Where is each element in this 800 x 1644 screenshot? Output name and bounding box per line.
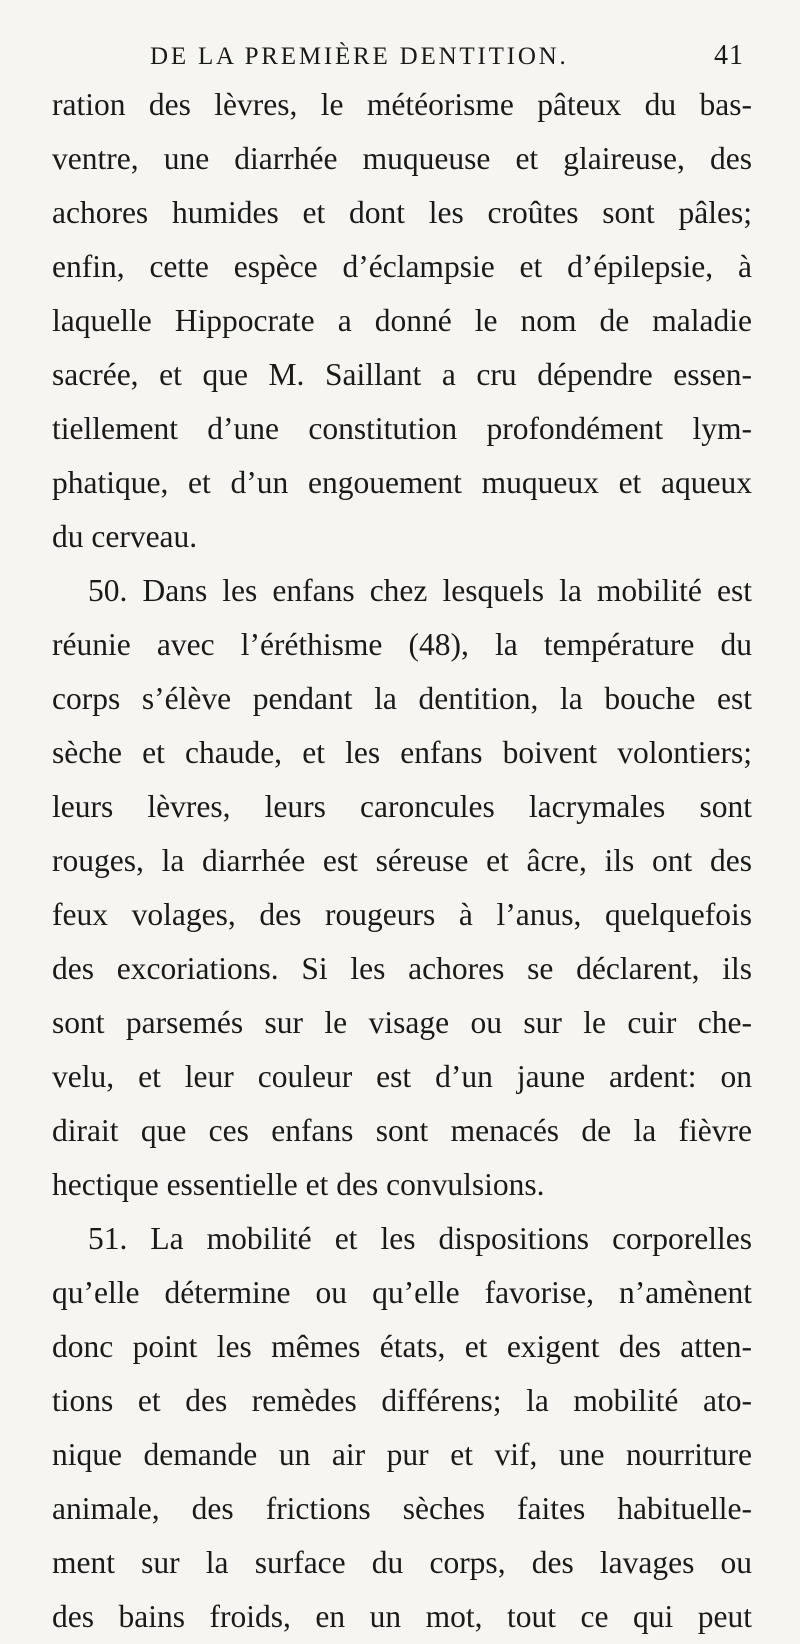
paragraph-50-start: 50. Dans les enfans chez lesquels la mobilité est xyxy=(88,573,752,608)
text-line: qu’elle détermine ou qu’elle favorise, n’amènent xyxy=(52,1275,752,1310)
text-line: enfin, cette espèce d’éclampsie et d’épilepsie, à xyxy=(52,249,752,284)
text-line: tions et des remèdes différens; la mobilité ato- xyxy=(52,1383,752,1418)
text-line: réunie avec l’éréthisme (48), la température du xyxy=(52,627,752,662)
text-line: dirait que ces enfans sont menacés de la fièvre xyxy=(52,1113,752,1148)
text-line: velu, et leur couleur est d’un jaune ardent: on xyxy=(52,1059,752,1094)
text-line: phatique, et d’un engouement muqueux et aqueux xyxy=(52,465,752,500)
text-line: animale, des frictions sèches faites habituelle- xyxy=(52,1491,752,1526)
text-line: ventre, une diarrhée muqueuse et glaireuse, des xyxy=(52,141,752,176)
text-line: rouges, la diarrhée est séreuse et âcre, ils ont des xyxy=(52,843,752,878)
text-line: du cerveau. xyxy=(52,519,198,554)
text-line: ment sur la surface du corps, des lavages ou xyxy=(52,1545,752,1580)
text-line: tiellement d’une constitution profondément lym- xyxy=(52,411,752,446)
text-line: hectique essentielle et des convulsions. xyxy=(52,1167,545,1202)
text-line: achores humides et dont les croûtes sont pâles; xyxy=(52,195,752,230)
text-line: des excoriations. Si les achores se déclarent, ils xyxy=(52,951,752,986)
text-line: feux volages, des rougeurs à l’anus, quelquefois xyxy=(52,897,752,932)
body-text xyxy=(52,78,752,1644)
text-line: laquelle Hippocrate a donné le nom de maladie xyxy=(52,303,752,338)
running-head-title: DE LA PREMIÈRE DENTITION. xyxy=(150,43,569,70)
text-line: donc point les mêmes états, et exigent des atten- xyxy=(52,1329,752,1364)
text-line: sacrée, et que M. Saillant a cru dépendre essen- xyxy=(52,357,752,392)
text-line: ration des lèvres, le météorisme pâteux du bas- xyxy=(52,87,752,122)
running-head xyxy=(150,40,744,76)
paragraph-51-start: 51. La mobilité et les dispositions corporelles xyxy=(88,1221,752,1256)
text-line: leurs lèvres, leurs caroncules lacrymales sont xyxy=(52,789,752,824)
text-line: nique demande un air pur et vif, une nourriture xyxy=(52,1437,752,1472)
text-line: corps s’élève pendant la dentition, la bouche est xyxy=(52,681,752,716)
text-line: sont parsemés sur le visage ou sur le cuir che- xyxy=(52,1005,752,1040)
text-line: des bains froids, en un mot, tout ce qui peut xyxy=(52,1599,752,1634)
text-line: sèche et chaude, et les enfans boivent volontiers; xyxy=(52,735,752,770)
page-number: 41 xyxy=(714,40,744,71)
